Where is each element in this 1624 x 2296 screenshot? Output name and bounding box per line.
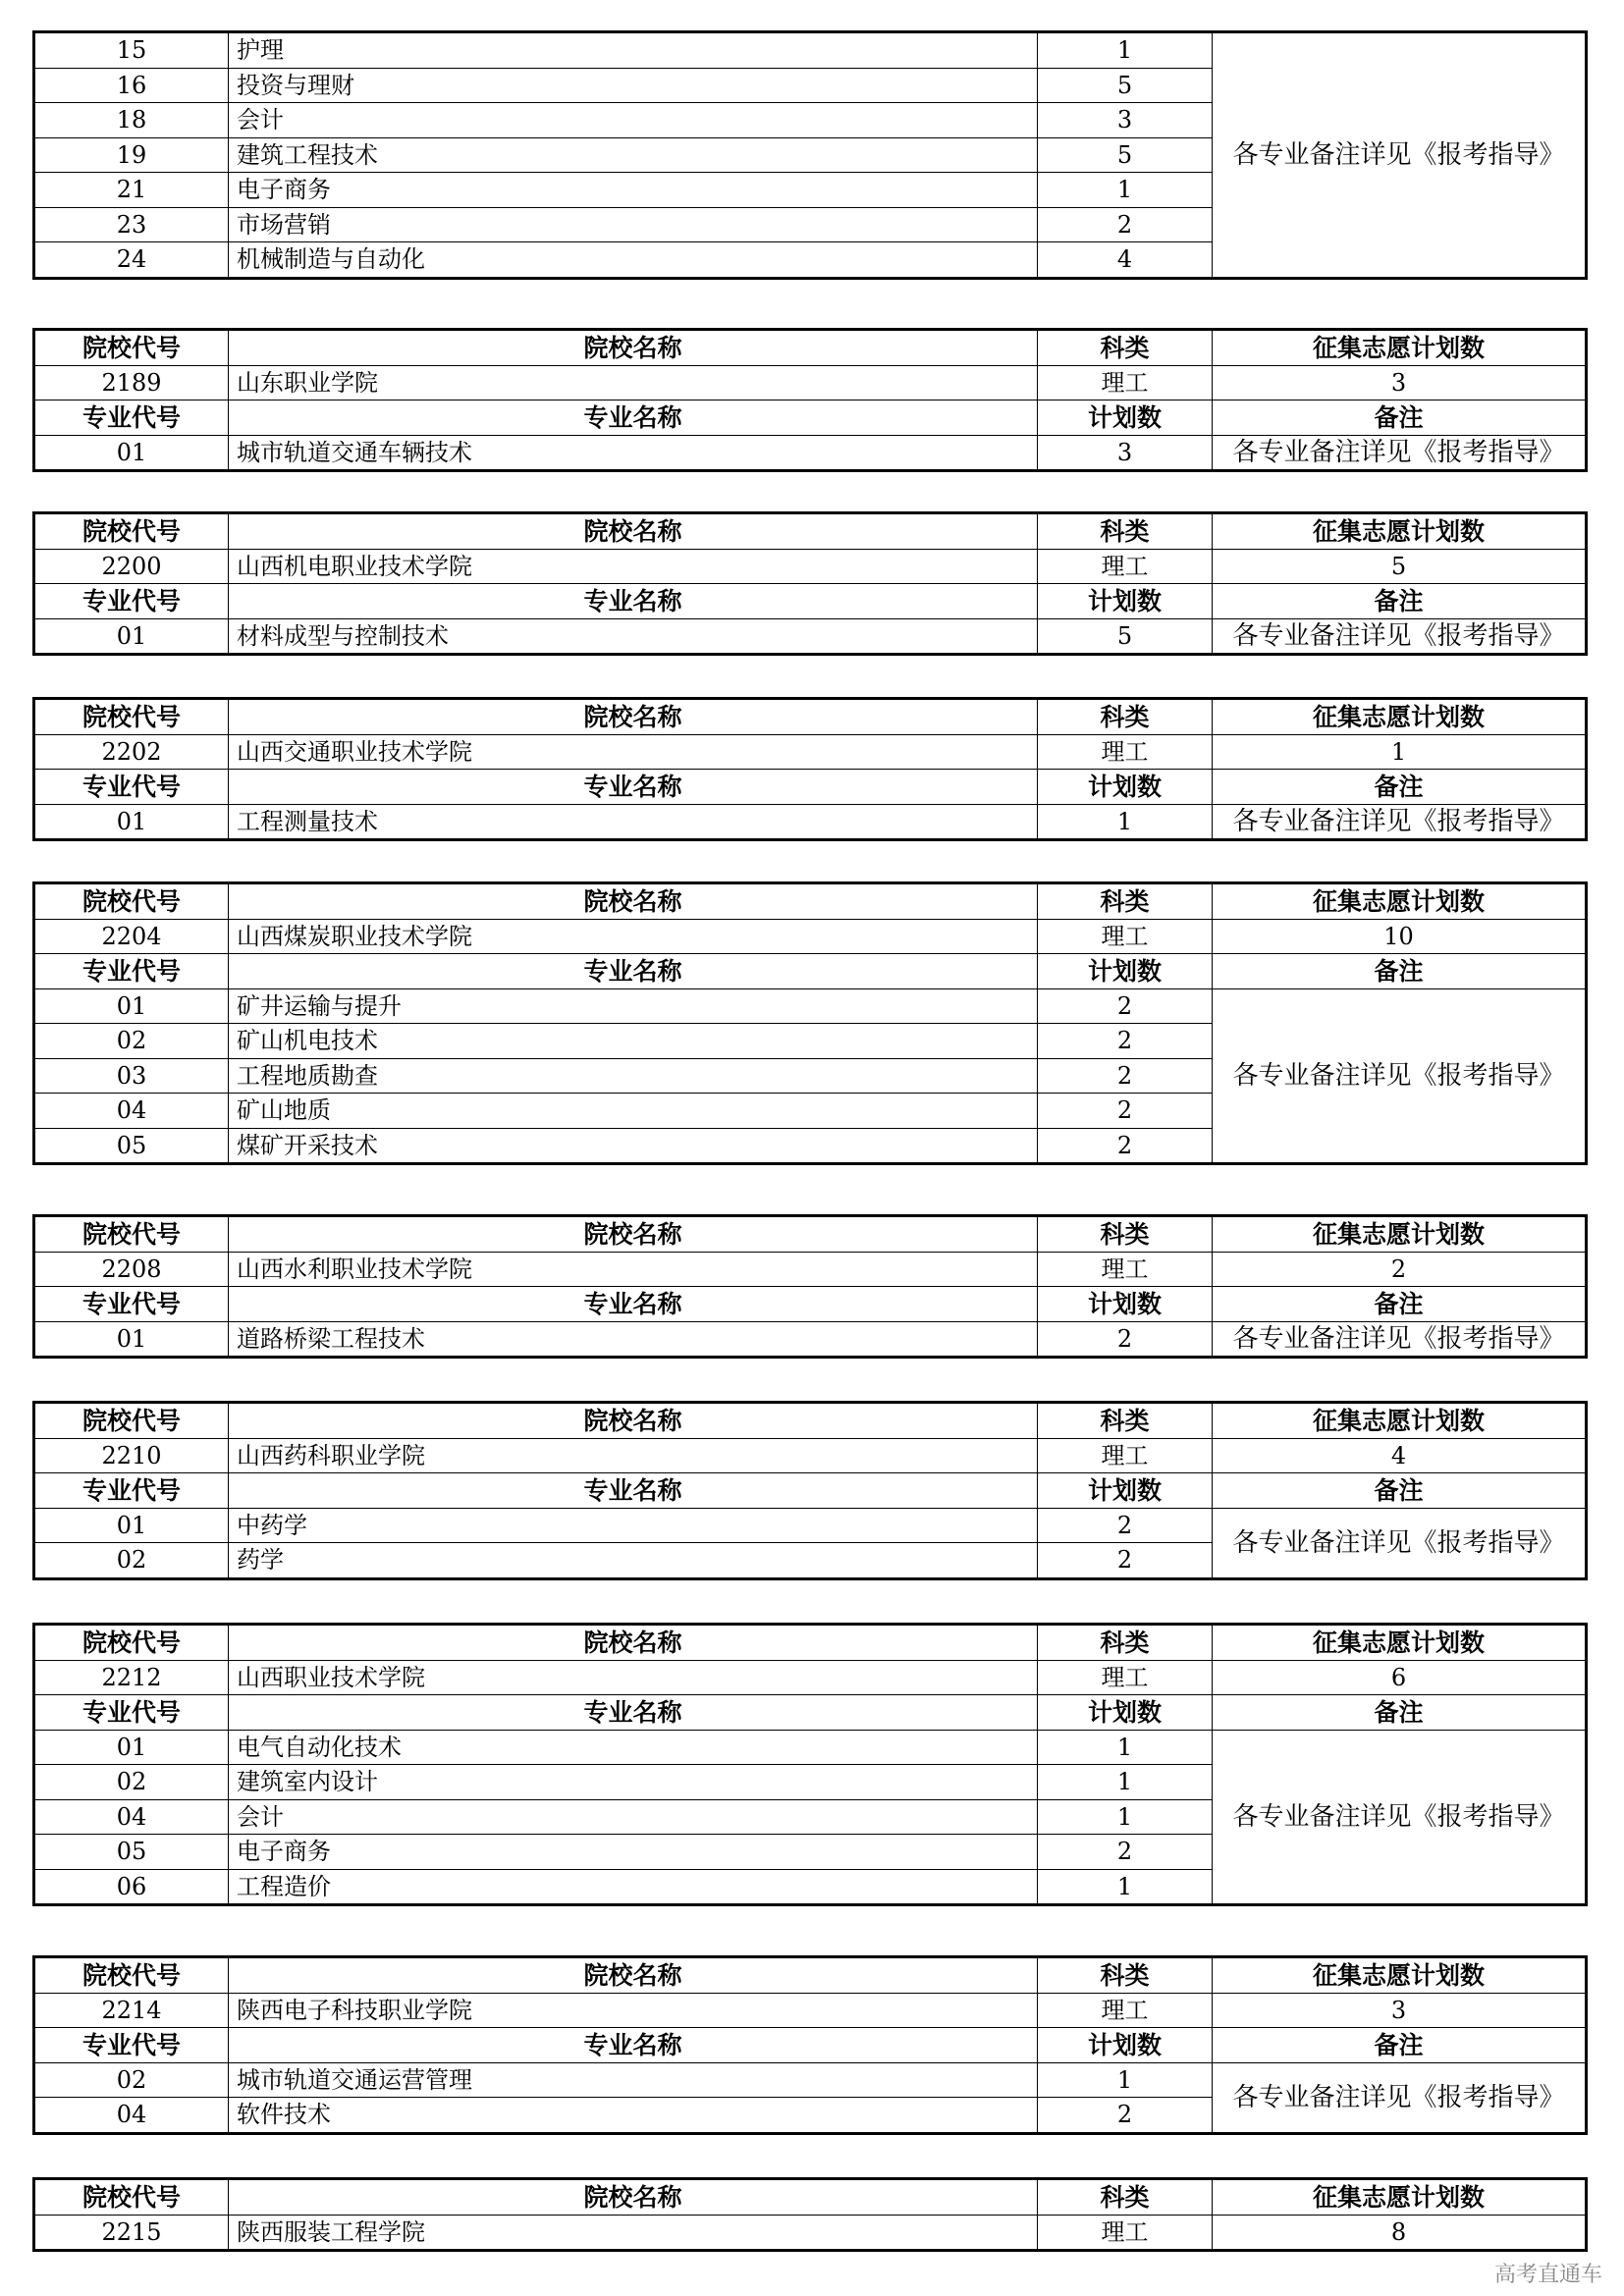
school-plan-count: 10 [1213, 919, 1587, 954]
major-plan-count: 2 [1038, 1835, 1213, 1870]
school-header-cell: 院校代号 [34, 883, 229, 920]
major-header-cell: 备注 [1213, 400, 1587, 436]
school-row [34, 734, 1587, 770]
school-category: 理工 [1038, 1252, 1213, 1287]
major-header-cell: 专业代号 [34, 954, 229, 989]
major-header-cell: 备注 [1213, 1473, 1587, 1509]
major-name: 电子商务 [229, 1835, 1038, 1870]
major-header-cell: 计划数 [1038, 2028, 1213, 2063]
school-header-cell: 科类 [1038, 883, 1213, 920]
major-code: 04 [34, 1094, 229, 1129]
major-code: 02 [34, 2062, 229, 2098]
major-name: 电子商务 [229, 173, 1038, 208]
major-header-cell: 备注 [1213, 1287, 1587, 1322]
school-plan-count: 3 [1213, 1993, 1587, 2028]
school-row [34, 1660, 1587, 1695]
school-name: 山西机电职业技术学院 [229, 549, 1038, 584]
major-plan-count: 5 [1038, 618, 1213, 655]
major-header-cell: 专业名称 [229, 1287, 1038, 1322]
school-header-cell: 征集志愿计划数 [1213, 883, 1587, 920]
major-name: 工程地质勘查 [229, 1058, 1038, 1094]
major-code: 01 [34, 988, 229, 1024]
major-code: 04 [34, 1799, 229, 1835]
major-header-cell: 计划数 [1038, 1473, 1213, 1509]
major-remark: 各专业备注详见《报考指导》 [1213, 435, 1587, 471]
school-header-cell: 征集志愿计划数 [1213, 699, 1587, 735]
school-plan-count: 4 [1213, 1438, 1587, 1473]
school-header-cell: 征集志愿计划数 [1213, 1957, 1587, 1994]
major-row [34, 435, 1587, 471]
school-code: 2208 [34, 1252, 229, 1287]
school-block-2202 [32, 697, 1588, 841]
school-header-cell: 院校名称 [229, 1216, 1038, 1253]
major-plan-count: 2 [1038, 1508, 1213, 1543]
school-header-cell: 院校名称 [229, 699, 1038, 735]
major-name: 中药学 [229, 1508, 1038, 1543]
major-row [34, 988, 1587, 1024]
major-plan-count: 2 [1038, 1321, 1213, 1358]
major-header-row [34, 1473, 1587, 1509]
school-block-2200 [32, 511, 1588, 656]
major-code: 05 [34, 1835, 229, 1870]
school-header-cell: 科类 [1038, 2179, 1213, 2216]
major-code: 24 [34, 242, 229, 279]
school-header-cell: 院校名称 [229, 330, 1038, 366]
major-name: 投资与理财 [229, 68, 1038, 103]
major-remark: 各专业备注详见《报考指导》 [1213, 988, 1587, 1164]
major-name: 会计 [229, 103, 1038, 138]
major-plan-count: 2 [1038, 1058, 1213, 1094]
school-header-cell: 院校代号 [34, 1957, 229, 1994]
major-code: 15 [34, 32, 229, 69]
school-header-cell: 院校名称 [229, 1403, 1038, 1439]
major-name: 护理 [229, 32, 1038, 69]
major-plan-count: 3 [1038, 103, 1213, 138]
school-header-cell: 征集志愿计划数 [1213, 1216, 1587, 1253]
school-row [34, 549, 1587, 584]
major-plan-count: 2 [1038, 1128, 1213, 1164]
major-code: 04 [34, 2098, 229, 2134]
school-name: 山西水利职业技术学院 [229, 1252, 1038, 1287]
school-header-cell: 征集志愿计划数 [1213, 1625, 1587, 1661]
school-header-cell: 院校名称 [229, 513, 1038, 550]
major-plan-count: 2 [1038, 207, 1213, 242]
school-row [34, 2215, 1587, 2251]
major-row [34, 2062, 1587, 2098]
major-plan-count: 1 [1038, 804, 1213, 840]
school-header-cell: 院校代号 [34, 699, 229, 735]
school-name: 陕西电子科技职业学院 [229, 1993, 1038, 2028]
school-category: 理工 [1038, 2215, 1213, 2251]
school-plan-count: 2 [1213, 1252, 1587, 1287]
major-header-cell: 专业代号 [34, 584, 229, 619]
school-header-cell: 院校代号 [34, 513, 229, 550]
major-name: 会计 [229, 1799, 1038, 1835]
major-code: 01 [34, 1321, 229, 1358]
major-plan-count: 1 [1038, 2062, 1213, 2098]
school-name: 山西药科职业学院 [229, 1438, 1038, 1473]
school-row [34, 1993, 1587, 2028]
major-header-cell: 备注 [1213, 1695, 1587, 1731]
major-code: 02 [34, 1543, 229, 1579]
major-header-cell: 专业名称 [229, 400, 1038, 436]
major-remark: 各专业备注详见《报考指导》 [1213, 32, 1587, 279]
school-name: 山西交通职业技术学院 [229, 734, 1038, 770]
school-header-cell: 征集志愿计划数 [1213, 1403, 1587, 1439]
major-remark: 各专业备注详见《报考指导》 [1213, 1321, 1587, 1358]
major-header-cell: 专业代号 [34, 1287, 229, 1322]
school-category: 理工 [1038, 919, 1213, 954]
major-header-cell: 专业代号 [34, 770, 229, 805]
major-row [34, 32, 1587, 69]
major-header-cell: 计划数 [1038, 1695, 1213, 1731]
school-header-cell: 征集志愿计划数 [1213, 330, 1587, 366]
major-code: 01 [34, 1508, 229, 1543]
school-block-2210 [32, 1401, 1588, 1580]
major-header-row [34, 770, 1587, 805]
major-code: 01 [34, 804, 229, 840]
school-block-2214 [32, 1955, 1588, 2135]
major-name: 矿井运输与提升 [229, 988, 1038, 1024]
school-header-cell: 科类 [1038, 1216, 1213, 1253]
major-header-row [34, 400, 1587, 436]
major-name: 机械制造与自动化 [229, 242, 1038, 279]
major-header-row [34, 584, 1587, 619]
school-category: 理工 [1038, 549, 1213, 584]
major-plan-count: 1 [1038, 1730, 1213, 1765]
school-header-cell: 征集志愿计划数 [1213, 2179, 1587, 2216]
school-header-cell: 院校名称 [229, 1957, 1038, 1994]
major-name: 建筑室内设计 [229, 1765, 1038, 1800]
school-code: 2200 [34, 549, 229, 584]
major-name: 煤矿开采技术 [229, 1128, 1038, 1164]
major-plan-count: 2 [1038, 1543, 1213, 1579]
major-name: 矿山机电技术 [229, 1024, 1038, 1059]
major-code: 06 [34, 1869, 229, 1905]
major-header-cell: 专业代号 [34, 400, 229, 436]
major-code: 01 [34, 1730, 229, 1765]
school-header-cell: 院校名称 [229, 1625, 1038, 1661]
school-header-cell: 科类 [1038, 513, 1213, 550]
school-code: 2189 [34, 365, 229, 400]
school-block-2208 [32, 1214, 1588, 1359]
school-code: 2210 [34, 1438, 229, 1473]
major-name: 城市轨道交通车辆技术 [229, 435, 1038, 471]
major-header-cell: 备注 [1213, 770, 1587, 805]
watermark: 高考直通车 [1493, 2263, 1602, 2287]
school-header-cell: 院校代号 [34, 330, 229, 366]
school-header-row [34, 1403, 1587, 1439]
school-header-row [34, 2179, 1587, 2216]
major-code: 23 [34, 207, 229, 242]
major-remark: 各专业备注详见《报考指导》 [1213, 618, 1587, 655]
major-row [34, 618, 1587, 655]
major-name: 市场营销 [229, 207, 1038, 242]
major-header-row [34, 1287, 1587, 1322]
major-code: 16 [34, 68, 229, 103]
school-plan-count: 8 [1213, 2215, 1587, 2251]
school-code: 2202 [34, 734, 229, 770]
major-row [34, 1321, 1587, 1358]
major-name: 城市轨道交通运营管理 [229, 2062, 1038, 2098]
school-header-row [34, 1957, 1587, 1994]
school-plan-count: 5 [1213, 549, 1587, 584]
major-header-row [34, 2028, 1587, 2063]
school-header-cell: 科类 [1038, 330, 1213, 366]
major-header-cell: 专业代号 [34, 1473, 229, 1509]
major-code: 03 [34, 1058, 229, 1094]
major-name: 工程造价 [229, 1869, 1038, 1905]
major-plan-count: 1 [1038, 32, 1213, 69]
school-header-cell: 征集志愿计划数 [1213, 513, 1587, 550]
school-row [34, 919, 1587, 954]
major-code: 05 [34, 1128, 229, 1164]
major-header-cell: 计划数 [1038, 954, 1213, 989]
major-remark: 各专业备注详见《报考指导》 [1213, 1730, 1587, 1905]
major-header-cell: 专业名称 [229, 1473, 1038, 1509]
school-name: 山西职业技术学院 [229, 1660, 1038, 1695]
school-row [34, 365, 1587, 400]
school-name: 陕西服装工程学院 [229, 2215, 1038, 2251]
major-header-cell: 备注 [1213, 2028, 1587, 2063]
school-header-row [34, 330, 1587, 366]
major-header-cell: 计划数 [1038, 584, 1213, 619]
school-name: 山西煤炭职业技术学院 [229, 919, 1038, 954]
major-name: 道路桥梁工程技术 [229, 1321, 1038, 1358]
major-header-row [34, 954, 1587, 989]
major-name: 软件技术 [229, 2098, 1038, 2134]
continuation-table [32, 30, 1588, 280]
major-plan-count: 2 [1038, 988, 1213, 1024]
major-plan-count: 1 [1038, 1799, 1213, 1835]
major-remark: 各专业备注详见《报考指导》 [1213, 804, 1587, 840]
major-plan-count: 5 [1038, 68, 1213, 103]
major-header-cell: 计划数 [1038, 400, 1213, 436]
school-block-2204 [32, 881, 1588, 1165]
major-name: 矿山地质 [229, 1094, 1038, 1129]
school-header-cell: 院校名称 [229, 883, 1038, 920]
major-remark: 各专业备注详见《报考指导》 [1213, 1508, 1587, 1578]
major-plan-count: 2 [1038, 2098, 1213, 2134]
school-header-cell: 院校代号 [34, 1625, 229, 1661]
major-name: 建筑工程技术 [229, 137, 1038, 173]
school-plan-count: 6 [1213, 1660, 1587, 1695]
school-code: 2212 [34, 1660, 229, 1695]
major-plan-count: 4 [1038, 242, 1213, 279]
school-plan-count: 1 [1213, 734, 1587, 770]
school-header-cell: 科类 [1038, 1625, 1213, 1661]
major-code: 01 [34, 618, 229, 655]
major-plan-count: 5 [1038, 137, 1213, 173]
major-header-row [34, 1695, 1587, 1731]
major-code: 18 [34, 103, 229, 138]
school-header-cell: 科类 [1038, 1403, 1213, 1439]
major-row [34, 804, 1587, 840]
major-plan-count: 1 [1038, 1869, 1213, 1905]
school-header-cell: 院校代号 [34, 2179, 229, 2216]
school-category: 理工 [1038, 734, 1213, 770]
major-code: 01 [34, 435, 229, 471]
school-header-row [34, 1625, 1587, 1661]
major-name: 电气自动化技术 [229, 1730, 1038, 1765]
major-header-cell: 专业名称 [229, 954, 1038, 989]
school-header-cell: 科类 [1038, 699, 1213, 735]
school-code: 2215 [34, 2215, 229, 2251]
school-row [34, 1252, 1587, 1287]
school-category: 理工 [1038, 1660, 1213, 1695]
school-header-row [34, 883, 1587, 920]
school-block-2215 [32, 2177, 1588, 2252]
school-category: 理工 [1038, 1438, 1213, 1473]
major-header-cell: 专业名称 [229, 770, 1038, 805]
major-row [34, 1508, 1587, 1543]
school-header-cell: 科类 [1038, 1957, 1213, 1994]
major-header-cell: 专业名称 [229, 584, 1038, 619]
major-code: 02 [34, 1765, 229, 1800]
major-name: 材料成型与控制技术 [229, 618, 1038, 655]
major-header-cell: 备注 [1213, 954, 1587, 989]
major-plan-count: 3 [1038, 435, 1213, 471]
major-plan-count: 1 [1038, 173, 1213, 208]
major-plan-count: 1 [1038, 1765, 1213, 1800]
major-header-cell: 专业名称 [229, 2028, 1038, 2063]
major-name: 工程测量技术 [229, 804, 1038, 840]
school-code: 2214 [34, 1993, 229, 2028]
major-name: 药学 [229, 1543, 1038, 1579]
school-header-cell: 院校代号 [34, 1403, 229, 1439]
major-header-cell: 备注 [1213, 584, 1587, 619]
school-header-cell: 院校名称 [229, 2179, 1038, 2216]
major-header-cell: 计划数 [1038, 770, 1213, 805]
major-plan-count: 2 [1038, 1094, 1213, 1129]
school-category: 理工 [1038, 365, 1213, 400]
school-header-row [34, 1216, 1587, 1253]
major-code: 02 [34, 1024, 229, 1059]
major-remark: 各专业备注详见《报考指导》 [1213, 2062, 1587, 2133]
school-header-cell: 院校代号 [34, 1216, 229, 1253]
major-header-cell: 专业名称 [229, 1695, 1038, 1731]
school-block-2212 [32, 1623, 1588, 1906]
major-row [34, 1730, 1587, 1765]
school-header-row [34, 513, 1587, 550]
major-header-cell: 计划数 [1038, 1287, 1213, 1322]
school-row [34, 1438, 1587, 1473]
school-name: 山东职业学院 [229, 365, 1038, 400]
school-code: 2204 [34, 919, 229, 954]
major-plan-count: 2 [1038, 1024, 1213, 1059]
major-header-cell: 专业代号 [34, 1695, 229, 1731]
major-header-cell: 专业代号 [34, 2028, 229, 2063]
school-block-2189 [32, 328, 1588, 472]
school-category: 理工 [1038, 1993, 1213, 2028]
major-code: 21 [34, 173, 229, 208]
school-header-row [34, 699, 1587, 735]
school-plan-count: 3 [1213, 365, 1587, 400]
major-code: 19 [34, 137, 229, 173]
